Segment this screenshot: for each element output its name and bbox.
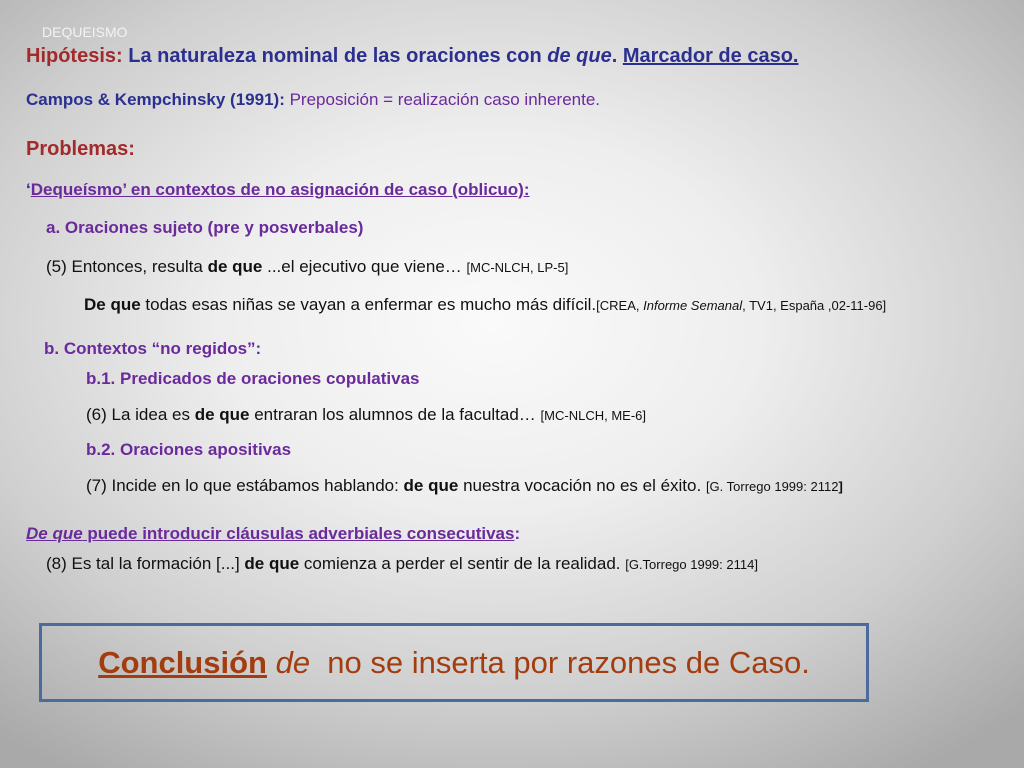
example-5-ref: [MC-NLCH, LP-5] [466,260,569,275]
example-6-bold: de que [194,405,250,424]
section-b2-heading: b.2. Oraciones apositivas [86,440,292,459]
example-5b-ref-post: , TV1, España ,02-11-96] [742,298,887,313]
example-5b-ref-italic: Informe Semanal [643,298,743,313]
example-5b [84,295,886,315]
conclusion-label: Conclusión [98,644,267,680]
example-5-bold: de que [207,257,263,276]
example-7-text: nuestra vocación no es el éxito. [458,476,706,495]
case-marker-link: Marcador de caso. [622,45,799,67]
slide-section-tag: DEQUEISMO [42,24,128,40]
adverbial-emphasis: De que [26,524,83,543]
example-7-num: (7) Incide en lo que estábamos hablando: [86,476,404,495]
example-5-text: ...el ejecutivo que viene… [262,257,467,276]
hypothesis-label: Hipótesis: [26,45,123,67]
problems-colon: : [128,138,135,160]
example-8-ref: [G.Torrego 1999: 2114] [625,557,758,572]
example-7-ref-close: ] [838,479,843,494]
example-5-num: (5) Entonces, resulta [46,257,208,276]
citation-label: Campos & Kempchinsky (1991): [26,90,285,109]
conclusion-emphasis: de [275,644,311,680]
example-8 [46,554,758,574]
example-8-num: (8) Es tal la formación [...] [46,554,245,573]
section-b-heading: b. Contextos “no regidos”: [44,339,262,358]
example-5b-ref-pre: [CREA, [596,298,644,313]
example-6-num: (6) La idea es [86,405,195,424]
example-7-bold: de que [403,476,459,495]
dequeismo-text: Dequeísmo’ en contextos de no asignación de caso (oblicuo): [30,180,530,199]
hypothesis-text-after: . [611,45,623,67]
example-5 [46,257,568,277]
campos-kempchinsky-line [26,90,600,110]
problems-label: Problemas [26,138,129,160]
example-8-bold: de que [244,554,300,573]
dequeismo-open-quote: ‘ [26,180,31,199]
section-a-heading: a. Oraciones sujeto (pre y posverbales) [46,218,364,237]
conclusion-text: no se inserta por razones de Caso. [310,644,810,680]
example-5b-text: todas esas niñas se vayan a enfermar es mucho más difícil. [140,295,597,314]
conclusion-box [39,623,869,702]
hypothesis-text: La naturaleza nominal de las oraciones con [122,45,548,67]
adverbial-colon: : [514,524,521,543]
example-8-text: comienza a perder el sentir de la realidad. [299,554,626,573]
example-6 [86,405,646,425]
adverbial-heading [26,524,520,544]
adverbial-text: puede introducir cláusulas adverbiales consecutivas [82,524,515,543]
example-7-ref: [G. Torrego 1999: 2112 [705,479,839,494]
problems-heading [26,138,135,161]
example-6-text: entraran los alumnos de la facultad… [249,405,541,424]
hypothesis-line [26,45,798,68]
example-7 [86,476,843,496]
example-6-ref: [MC-NLCH, ME-6] [540,408,646,423]
section-b1-heading: b.1. Predicados de oraciones copulativas [86,369,420,388]
citation-text: Preposición = realización caso inherente. [284,90,601,109]
hypothesis-emphasis: de que [547,45,612,67]
example-5b-bold: De que [84,295,141,314]
dequeismo-heading [26,180,530,200]
